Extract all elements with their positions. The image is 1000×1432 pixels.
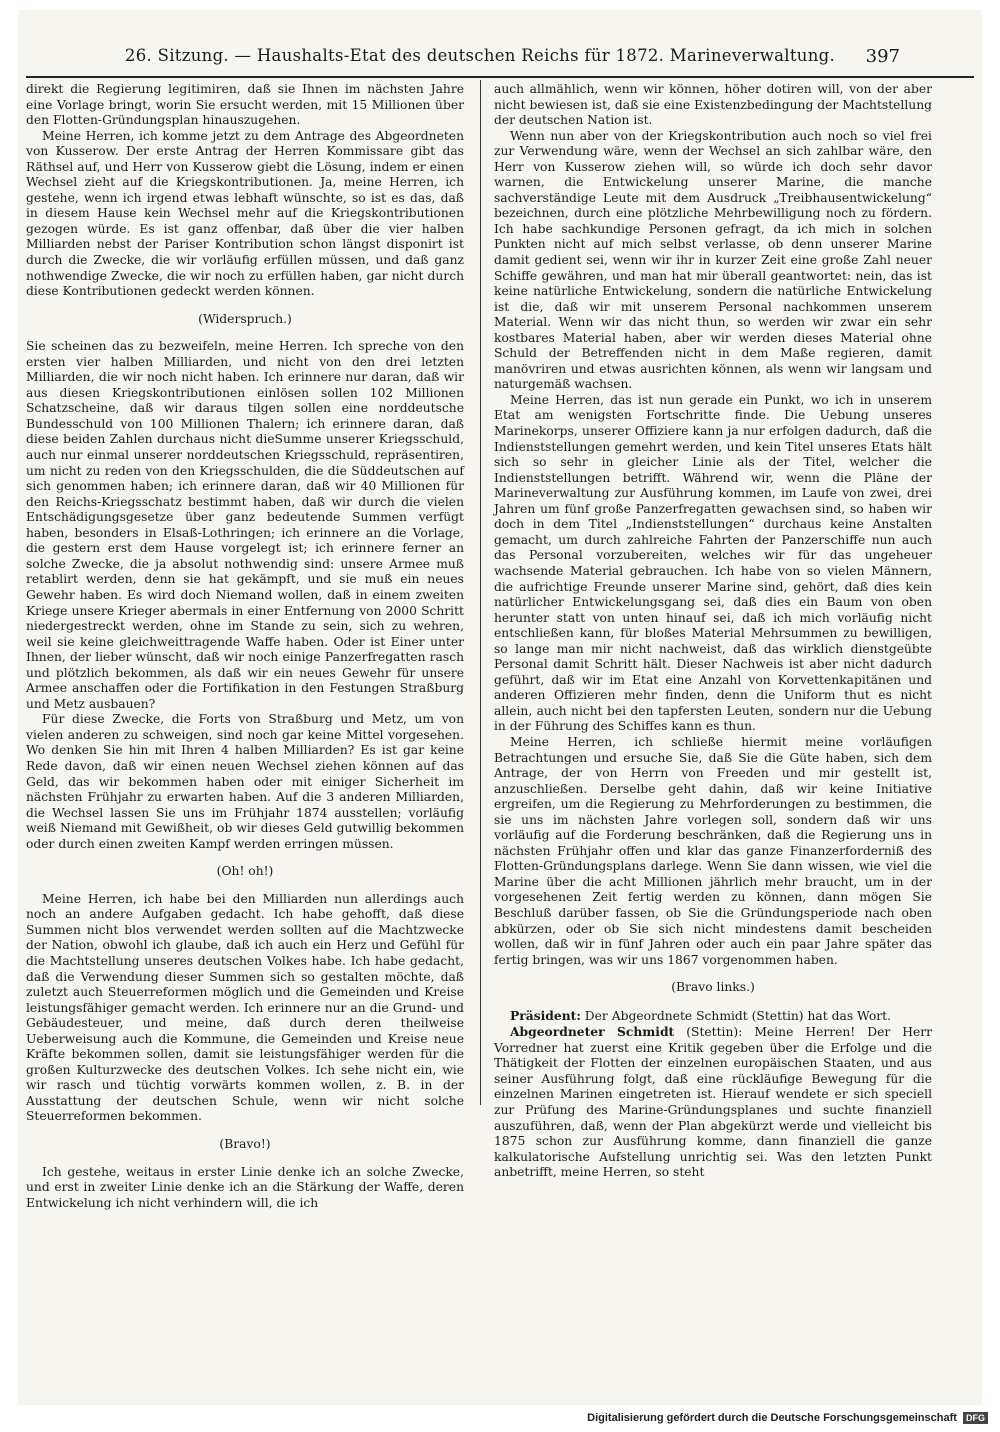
paragraph: direkt die Regierung legitimiren, daß sie Ihnen im nächsten Jahre eine Vorlage bringt, worin Sie ersucht werden, mit 15 Millionen über den Flotten-Gründungsplan hinauszugehen.	[26, 82, 464, 128]
paragraph: Ich gestehe, weitaus in erster Linie denke ich an solche Zwecke, und erst in zweiter Linie denke ich an die Stärkung der Waffe, deren Entwickelung ich nicht verhindern will, die ich	[26, 1164, 464, 1210]
paragraph: Wenn nun aber von der Kriegskontribution auch noch so viel frei zur Verwendung wäre, wenn der Wechsel an sich zahlbar wäre, den Herr von Kusserow ziehen will, so würde ich doch sehr davor warnen, die Entwickelung unserer Marine, die manche sachverständige Leute mit dem Ausdruck „Treibhausentwickelung“ bezeichnen, durch eine plötzliche Mehrbewilligung noch zu fördern. Ich habe sachkundige Personen gefragt, da ich mich in solchen Punkten nicht auf mich selbst verlasse, ob denn unserer Marine damit gedient sei, wenn wir ihr in kurzer Zeit eine große Zahl neuer Schiffe gewähren, und man hat mir überall geantwortet: nein, das ist keine natürliche Entwickelung, sondern die natürliche Entwickelung ist die, daß wir mit unserem Personal nachkommen unserem Material. Wenn wir das nicht thun, so werden wir zwar ein sehr kostbares Material haben, aber wir werden dieses Material ohne Schuld der Betreffenden nicht in dem Maße regieren, damit manövriren und etwas ausrichten können, als wenn wir langsam und naturgemäß wachsen.	[494, 128, 932, 392]
interjection: (Widerspruch.)	[198, 311, 292, 326]
page-number: 397	[865, 46, 900, 67]
speaker-name: Abgeordneter Schmidt	[510, 1024, 675, 1040]
paragraph: Für diese Zwecke, die Forts von Straßburg und Metz, um von vielen anderen zu schweigen, sind noch gar keine Mittel vorgesehen. Wo denken Sie hin mit Ihren 4 halben Milliarden? Es ist gar keine Rede davon, daß wir einen neuen Wechsel ziehen können auf das Geld, das wir bekommen haben oder mit einiger Sicherheit im nächsten Frühjahr zu erwarten haben. Auf die 3 anderen Milliarden, die Wechsel lassen Sie uns im Frühjahr 1874 ausstellen; vorläufig weiß Niemand mit Gewißheit, ob wir dieses Geld gutwillig bekommen oder durch einen zweiten Kampf werden erringen müssen.	[26, 712, 464, 851]
paragraph: Meine Herren, ich schließe hiermit meine vorläufigen Betrachtungen und ersuche Sie, daß Sie die Güte haben, sich dem Antrage, der von Herrn von Freeden und mir gestellt ist, anzuschließen. Derselbe geht dahin, daß wir keine Initiative ergreifen, um die Regierung zu Mehrforderungen zu bestimmen, die sie uns im nächsten Jahre vorlegen soll, sondern daß wir uns vorläufig auf die Forderung beschränken, daß die Regierung uns in nächsten Frühjahr offen und klar das ganze Finanzerforderniß des Flotten-Gründungsplans darlege. Wenn Sie dann wissen, wie viel die Marine über die acht Millionen jährlich mehr braucht, um in der vorgesehenen Zeit fertig werden zu können, dann mögen Sie Beschluß darüber fassen, ob Sie die Gründungsperiode nach oben abkürzen, oder ob Sie sich nicht mindestens damit bescheiden wollen, daß wir in fünf Jahren oder auch ein paar Jahre später das fertig bringen, was wir uns 1867 vorgenommen haben.	[494, 734, 932, 967]
speaker-paragraph	[494, 1008, 932, 1025]
page-header	[18, 16, 982, 67]
paragraph: Meine Herren, das ist nun gerade ein Punkt, wo ich in unserem Etat am wenigsten Fortschritte finde. Die Uebung unseres Marinekorps, unserer Offiziere kann ja nur erfolgen dadurch, daß die Indienststellungen gemehrt werden, und kein Titel unseres Etats hält sich so sehr in gleicher Linie als der Titel, welcher die Indienststellungen betrifft. Während wir, wenn die Pläne der Marineverwaltung zur Ausführung kommen, im Laufe von zwei, drei Jahren um fünf große Panzerfregatten gewachsen sind, so haben wir doch in dem Titel „Indienststellungen“ durchaus keine Anstalten gemacht, um durch zahlreiche Fahrten der Panzerschiffe nun auch das Personal vorzubereiten, welches wir für das ungeheuer wachsende Material gebrauchen. Ich habe von so vielen Männern, die aufrichtige Freunde unserer Marine sind, gehört, daß dies kein natürlicher Entwickelungsgang sei, daß dies ein Baum von oben herunter statt von unten hinauf sei, daß ich mich vorläufig nicht entschließen kann, für bloßes Material Mehrsummen zu bewilligen, so lange man mir nicht nachweist, daß das wirklich dienstgeübte Personal damit Schritt hält. Dieser Nachweis ist aber nicht dadurch geführt, daß wir im Etat eine Anzahl von Korvettenkapitänen und anderen Offizieren mehr finden, denn die Uniform thut es nicht allein, auch nicht bei den tapfersten Leuten, sondern nur die Uebung in der Führung des Schiffes kann es thun.	[494, 392, 932, 734]
speaker-text: Der Abgeordnete Schmidt (Stettin) hat das Wort.	[580, 1008, 891, 1023]
header-rule	[26, 76, 974, 78]
speaker-name: Präsident:	[510, 1007, 581, 1023]
right-column	[494, 82, 932, 1181]
footer-text: Digitalisierung gefördert durch die Deutsche Forschungsgemeinschaft	[587, 1412, 957, 1424]
interjection: (Bravo links.)	[671, 980, 755, 995]
speaker-text: (Stettin): Meine Herren! Der Herr Vorredner hat zuerst eine Kritik gegeben über die Erfolge und die Thätigkeit der Flotten der einzelnen europäischen Staaten, und aus seiner Ausführung folgt, daß eine rückläufige Bewegung für die einzelnen Marinen eingetreten ist. Hierauf wendete er sich speciell zur Prüfung des Marine-Gründungsplanes und suchte finanziell auszuführen, daß, wenn der Plan abgekürzt werde und vielleicht bis 1875 schon zur Ausführung komme, dann finanziell die ganze kalkulatorische Aufstellung unrichtig sei. Was den letzten Punkt anbetrifft, meine Herren, so steht	[494, 1025, 933, 1180]
paragraph: Meine Herren, ich habe bei den Milliarden nun allerdings auch noch an andere Aufgaben gedacht. Ich habe gehofft, daß diese Summen nicht blos verwendet werden sollten auf die Machtzwecke der Nation, obwohl ich glaube, daß ich auch ein Herz und Gefühl für die Machtstellung unseres deutschen Volkes habe. Ich habe gedacht, daß die Verwendung dieser Summen sich so gestalten möchte, daß zuletzt auch Steuerreformen möglich und die Gemeinden und Kreise leistungsfähiger gemacht werden. Ich erinnere nur an die Grund- und Gebäudesteuer, und meine, daß durch deren theilweise Ueberweisung auch die Kommune, die Gemeinden und Kreise neue Kräfte bekommen sollen, damit sie leistungsfähiger werden für die großen Kulturzwecke des deutschen Volkes. Ich sehe nicht ein, wie wir rasch und tüchtig vorwärts kommen wollen, z. B. in der Ausstattung der deutschen Schule, wenn wir nicht solche Steuerreformen bekommen.	[26, 891, 464, 1124]
paragraph: auch allmählich, wenn wir können, höher dotiren will, von der aber nicht bewiesen ist, daß sie eine Existenzbedingung der Machtstellung der deutschen Nation ist.	[494, 82, 932, 128]
interjection: (Oh! oh!)	[216, 864, 274, 879]
left-column	[26, 82, 464, 1211]
footer-credit	[587, 1412, 988, 1424]
newspaper-page	[18, 10, 982, 1405]
column-separator	[480, 80, 481, 1105]
interjection: (Bravo!)	[219, 1137, 271, 1151]
paragraph: Meine Herren, ich komme jetzt zu dem Antrage des Abgeordneten von Kusserow. Der erste Antrag der Herren Kommissare gibt das Räthsel auf, und Herr von Kusserow giebt die Lösung, indem er einen Wechsel zieht auf die Kriegskontributionen. Ja, meine Herren, ich gestehe, wenn ich irgend etwas lebhaft wünschte, so ist es das, daß in diesem Hause kein Wechsel mehr auf die Kriegskontributionen gezogen würde. Es ist ganz offenbar, daß über die vier halben Milliarden nebst der Pariser Kontribution schon längst disponirt ist durch die Zwecke, die wir vorläufig erfüllen müssen, und daß ganz nothwendige Zwecke, die wir noch zu erfüllen haben, gar nicht durch diese Kontributionen gedeckt werden können.	[26, 128, 464, 299]
speaker-paragraph	[494, 1024, 932, 1180]
page-title: 26. Sitzung. — Haushalts-Etat des deutschen Reichs für 1872. Marineverwaltung.	[124, 46, 836, 65]
dfg-logo: DFG	[963, 1412, 988, 1424]
paragraph: Sie scheinen das zu bezweifeln, meine Herren. Ich spreche von den ersten vier halben Milliarden, und nicht von den drei letzten Milliarden, die wir noch nicht haben. Ich erinnere nur daran, daß wir aus diesen Kriegskontributionen einlösen sollen 102 Millionen Schatzscheine, daß wir daraus tilgen sollen eine norddeutsche Bundesschuld von 100 Millionen Thalern; ich erinnere daran, daß diese beiden Zahlen durchaus nicht dieSumme unserer Kriegsschuld, auch nur einmal unserer norddeutschen Kriegsschuld, repräsentiren, um nicht zu reden von den Kriegsschulden, die die Süddeutschen auf sich genommen haben; ich erinnere daran, daß wir 40 Millionen für den Reichs-Kriegsschatz bestimmt haben, daß wir durch die vielen Entschädigungsgesetze über ganz bedeutende Summen verfügt haben, besonders in Elsaß-Lothringen; ich erinnere an die Vorlage, die gestern erst dem Hause vorgelegt ist; ich erinnere ferner an solche Zwecke, die ja absolut nothwendig sind: unsere Armee muß retablirt werden, denn sie hat gekämpft, und sie muß ein neues Gewehr haben. Es wird doch Niemand wollen, daß in einem zweiten Kriege unsere Krieger abermals in einer Entfernung von 2000 Schritt niedergestreckt werden, ohne im Stande zu sein, sich zu wehren, weil sie keine gleichweittragende Waffe haben. Oder ist Einer unter Ihnen, der lieber wünscht, daß wir noch einige Panzerfregatten rasch und plötzlich bekommen, als daß wir ein neues Gewehr für unsere Armee anschaffen oder die Fortifikation in den Festungen Straßburg und Metz ausbauen?	[26, 339, 464, 711]
